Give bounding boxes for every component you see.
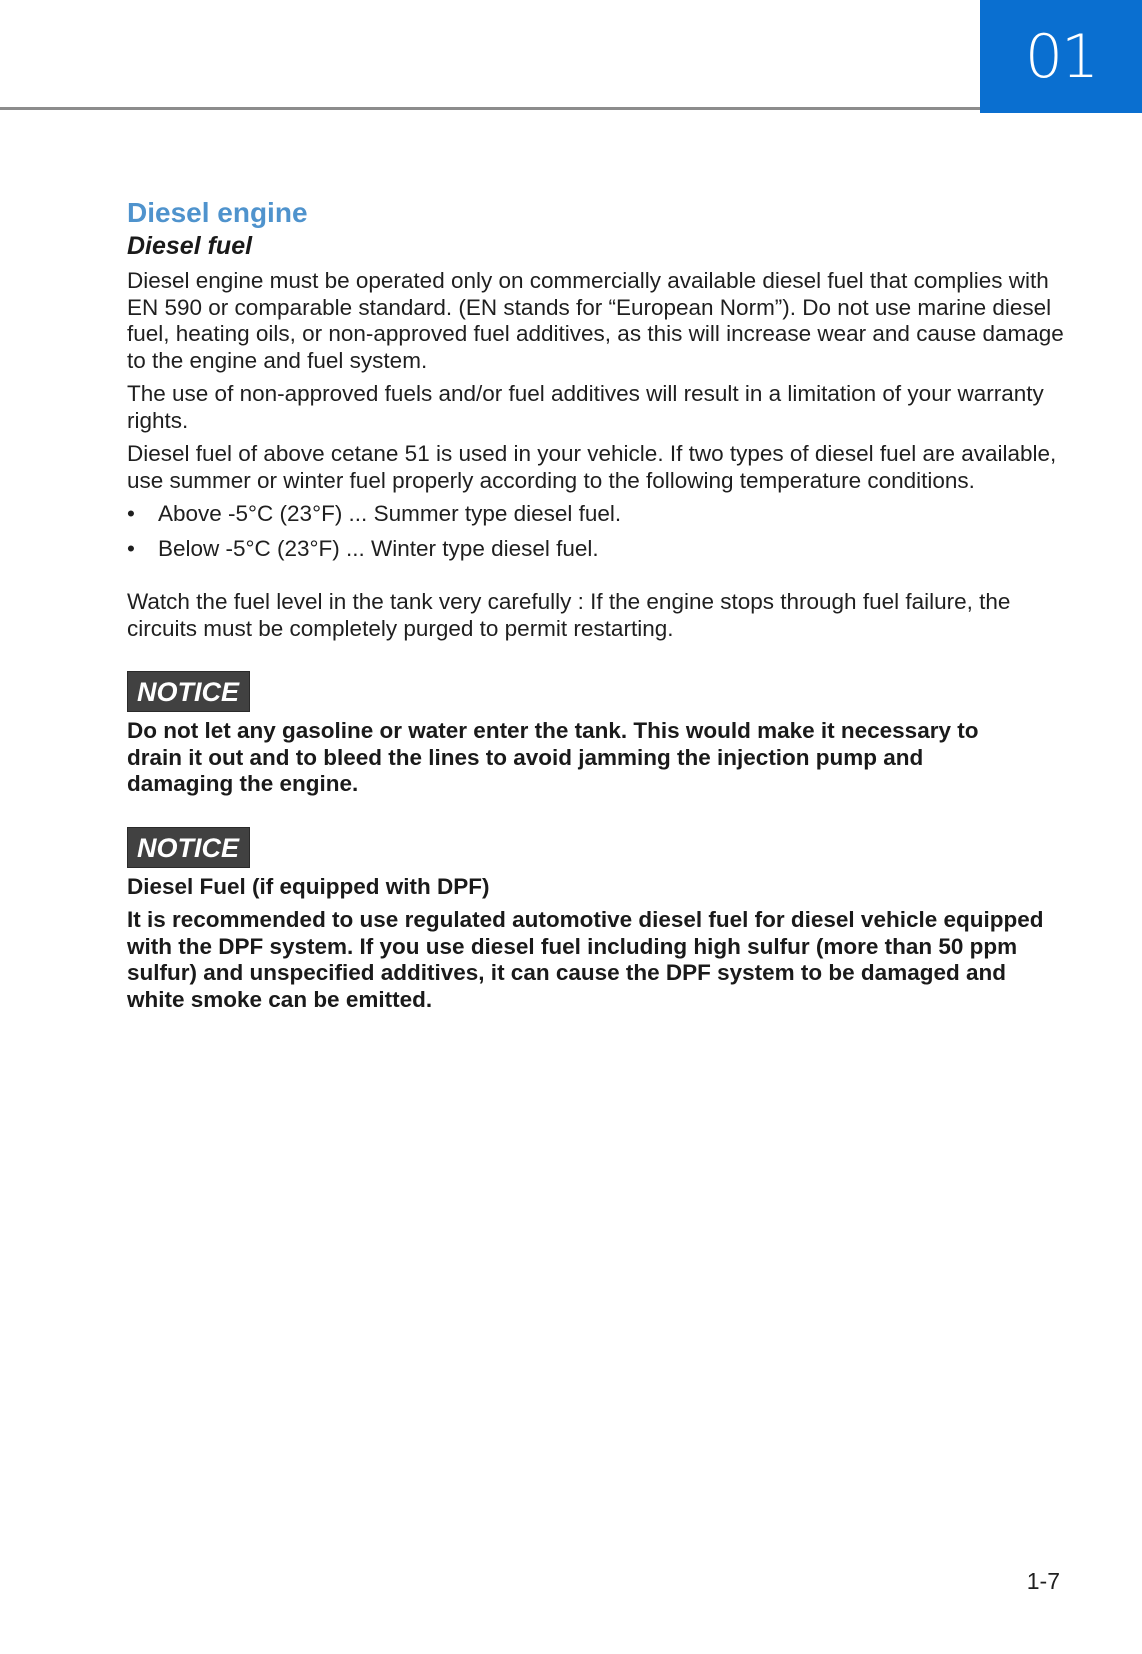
notice-text: It is recommended to use regulated automotive diesel fuel for diesel vehicle equipped with the DPF system. If you use diesel fuel including high sulfur (more than 50 ppm sulfur) and unspecified additives, it can cause the DPF system to be damaged and white smoke can be emitted. <box>127 907 1044 1012</box>
list-item-text: Below -5°C (23°F) ... Winter type diesel fuel. <box>158 535 599 561</box>
notice-heading: Diesel Fuel (if equipped with DPF) <box>127 873 490 899</box>
bullet-marker: • <box>127 535 135 561</box>
temperature-list <box>127 501 1067 562</box>
notice-block-2 <box>127 805 1067 1014</box>
page-content <box>127 196 1067 1020</box>
notice-text: Do not let any gasoline or water enter the tank. This would make it necessary to drain it out and to bleed the lines to avoid jamming the injection pump and damaging the engine. <box>127 718 979 796</box>
paragraph-warranty: The use of non-approved fuels and/or fuel additives will result in a limitation of your warranty rights. <box>127 381 1044 433</box>
notice-badge: NOTICE <box>127 827 250 868</box>
notice-badge: NOTICE <box>127 671 250 712</box>
chapter-tab <box>980 0 1142 113</box>
chapter-number: 01 <box>1024 21 1098 92</box>
bullet-marker: • <box>127 501 135 526</box>
list-item <box>127 501 1067 528</box>
notice-block-1 <box>127 649 1067 798</box>
paragraph-fuel-level: Watch the fuel level in the tank very carefully : If the engine stops through fuel failure, the circuits must be completely purged to permit restarting. <box>127 589 1011 641</box>
section-title: Diesel engine <box>127 197 308 228</box>
paragraph-cetane: Diesel fuel of above cetane 51 is used in your vehicle. If two types of diesel fuel are available, use summer or winter fuel properly according to the following temperature conditions. <box>127 441 1057 493</box>
header-rule <box>0 107 980 110</box>
list-item-text: Above -5°C (23°F) ... Summer type diesel fuel. <box>158 501 622 526</box>
page-number: 1-7 <box>1026 1568 1060 1594</box>
section-subtitle: Diesel fuel <box>127 232 253 260</box>
paragraph-fuel-standard: Diesel engine must be operated only on commercially available diesel fuel that complies with EN 590 or comparable standard. (EN stands for “European Norm”). Do not use marine diesel fuel, heating oils, or non-approved fuel additives, as this will increase wear and cause damage to the engine and fuel system. <box>127 268 1064 373</box>
list-item <box>127 536 1067 563</box>
